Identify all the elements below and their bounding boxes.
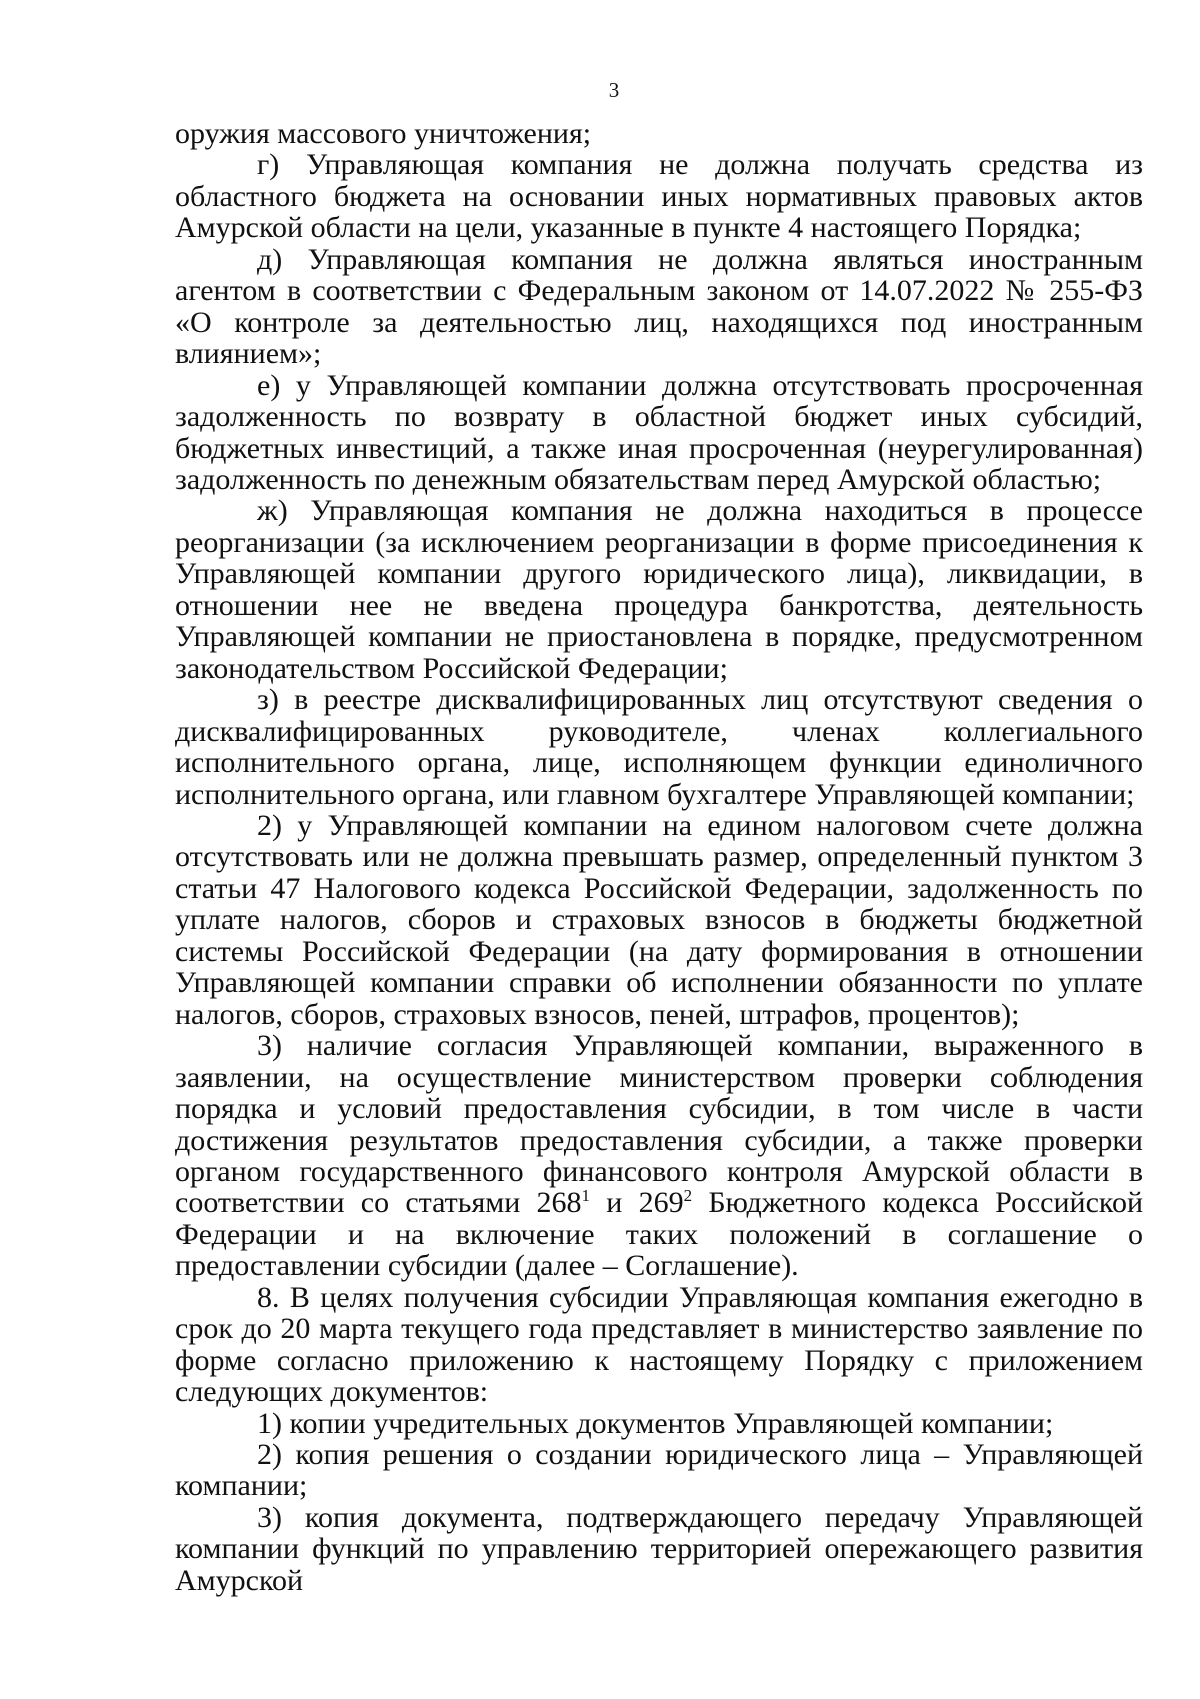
paragraph-item-3-part2: и 269	[590, 1186, 684, 1220]
paragraph-subitem-z: з) в реестре дисквалифицированных лиц отсутствуют сведения о дисквалифицированных руководителе, членах коллегиального исполнительного органа, лице, исполняющем функции единоличного исполнительного органа, или главном бухгалтере Управляющей компании;	[175, 683, 1143, 811]
superscript-1: 1	[581, 1186, 591, 1206]
superscript-2: 2	[683, 1186, 693, 1206]
paragraph-doc-1: 1) копии учредительных документов Управляющей компании;	[257, 1406, 1054, 1440]
paragraph-subitem-e: е) у Управляющей компании должна отсутствовать просроченная задолженность по возврату в областной бюджет иных субсидий, бюджетных инвестиций, а также иная просроченная (неурегулированная) задолженность по денежным обязательствам перед Амурской областью;	[175, 368, 1143, 496]
paragraph-subitem-zh: ж) Управляющая компания не должна находиться в процессе реорганизации (за исключением реорганизации в форме присоединения к Управляющей компании другого юридического лица), ликвидации, в отношении нее не введена процедура банкротства, деятельность Управляющей компании не приостановлена в порядке, предусмотренном законодательством Российской Федерации;	[175, 494, 1143, 685]
paragraph-subitem-d: д) Управляющая компания не должна являться иностранным агентом в соответствии с Федеральным законом от 14.07.2022 № 255-ФЗ «О контроле за деятельностью лиц, находящихся под иностранным влиянием»;	[175, 242, 1143, 371]
document-body	[175, 118, 1143, 1596]
paragraph-doc-2: 2) копия решения о создании юридического лица – Управляющей компании;	[175, 1438, 1143, 1503]
paragraph-doc-3: 3) копия документа, подтверждающего передачу Управляющей компании функций по управлению территорией опережающего развития Амурской	[175, 1500, 1143, 1597]
paragraph-section-8: 8. В целях получения субсидии Управляющая компания ежегодно в срок до 20 марта текущего года представляет в министерство заявление по форме согласно приложению к настоящему Порядку с приложением следующих документов:	[175, 1280, 1143, 1409]
paragraph-item-2: 2) у Управляющей компании на едином налоговом счете должна отсутствовать или не должна превышать размер, определенный пунктом 3 статьи 47 Налогового кодекса Российской Федерации, задолженность по уплате налогов, сборов и страховых взносов в бюджеты бюджетной системы Российской Федерации (на дату формирования в отношении Управляющей компании справки об исполнении обязанности по уплате налогов, сборов, страховых взносов, пеней, штрафов, процентов);	[175, 808, 1143, 1031]
page-number: 3	[608, 78, 620, 102]
paragraph-item-3	[175, 1030, 1143, 1282]
paragraph-item-3-part3: Бюджетного кодекса Российской Федерации и на включение таких положений в соглашение о предоставлении субсидии (далее – Соглашение).	[175, 1186, 1143, 1283]
paragraph-item-3-part1: 3) наличие согласия Управляющей компании, выраженного в заявлении, на осуществление министерством проверки соблюдения порядка и условий предоставления субсидии, в том числе в части достижения результатов предоставления субсидии, а также проверки органом государственного финансового контроля Амурской области в соответствии со статьями 268	[175, 1029, 1143, 1220]
paragraph-continuation: оружия массового уничтожения;	[175, 117, 592, 150]
paragraph-subitem-g: г) Управляющая компания не должна получать средства из областного бюджета на основании иных нормативных правовых актов Амурской области на цели, указанные в пункте 4 настоящего Порядка;	[175, 148, 1143, 245]
